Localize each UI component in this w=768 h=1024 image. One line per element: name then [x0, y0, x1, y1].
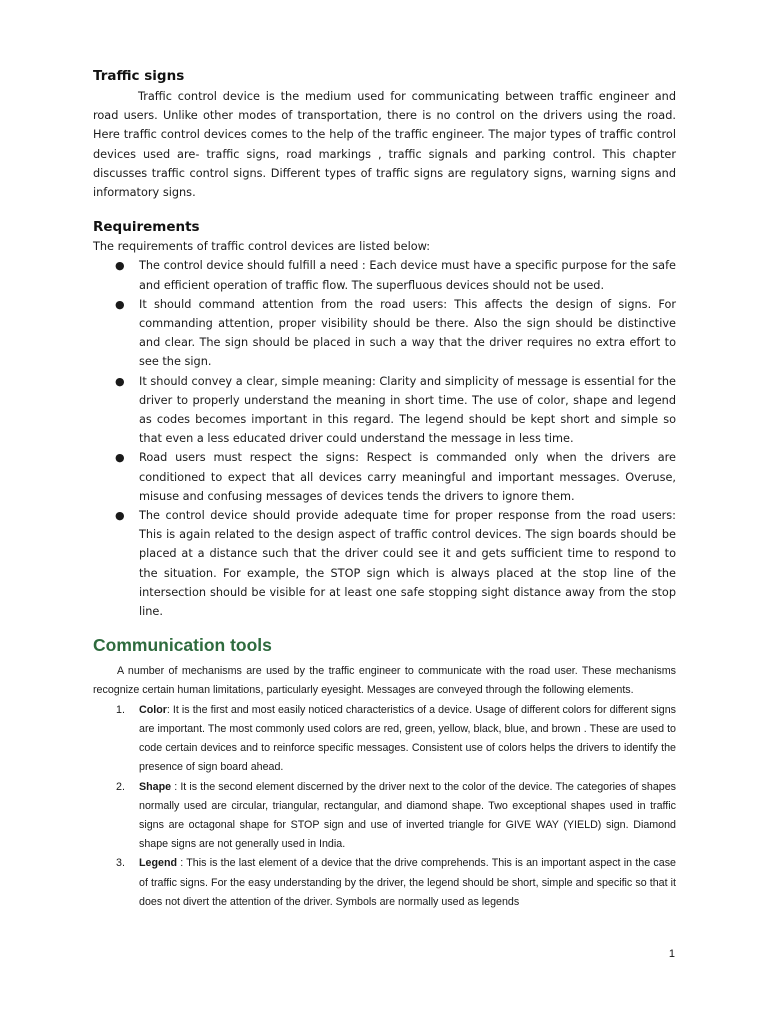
list-item-text: It should command attention from the road users: This affects the design of signs. For commanding attention, proper visibility should be there. Also the sign should be distinctive and clear. The sign should be placed in such a way that the driver requires no extra effort to see the sign. — [139, 297, 676, 369]
list-item — [93, 701, 676, 778]
list-item-text: The control device should fulfill a need : Each device must have a specific purpose for the safe and efficient operation of traffic flow. The superfluous devices should not be used. — [139, 259, 676, 292]
communication-elements-list — [93, 701, 676, 912]
list-item — [93, 295, 676, 372]
requirements-list — [93, 256, 676, 621]
list-item — [93, 448, 676, 506]
heading-communication-tools: Communication tools — [93, 635, 272, 656]
list-item — [93, 256, 676, 294]
item-term: Legend — [139, 857, 178, 870]
list-item-text: The control device should provide adequate time for proper response from the road users: This is again related to the design aspect of traffic control devices. The sign boards should be placed at a distance such that the driver could see it and gets sufficient time to respond to the situation. For example, the STOP sign which is always placed at the stop line of the intersection should be visible for at least one safe stopping sight distance away from the stop line. — [139, 509, 676, 619]
traffic-signs-paragraph: Traffic control device is the medium used for communicating between traffic engineer and road users. Unlike other modes of transportation, there is no control on the drivers using the road. Here traffic control devices comes to the help of the traffic engineer. The major types of traffic control devices used are- traffic signs, road markings , traffic signals and parking control. This chapter discusses traffic control signs. Different types of traffic signs are regulatory signs, warning signs and informatory signs. — [93, 90, 676, 200]
bullet-icon: ● — [115, 451, 125, 465]
list-item — [93, 778, 676, 855]
item-text: : It is the second element discerned by the driver next to the color of the device. The categories of shapes normally used are circular, triangular, rectangular, and diamond shape. Two exceptional shapes used in traffic signs are octagonal shape for STOP sign and use of inverted triangle for GIVE WAY (YIELD) sign. Diamond shape signs are not generally used in India. — [139, 780, 676, 851]
heading-requirements: Requirements — [93, 219, 200, 236]
page-content — [93, 68, 676, 912]
bullet-icon: ● — [115, 259, 125, 273]
list-item — [93, 854, 676, 912]
list-item — [93, 506, 676, 621]
item-number: 1. — [116, 703, 125, 716]
list-item-text: Road users must respect the signs: Respect is commanded only when the drivers are conditioned to expect that all devices carry meaningful and important messages. Overuse, misuse and confusing messages of devices tends the drivers to ignore them. — [139, 451, 676, 503]
page-number: 1 — [668, 948, 675, 960]
bullet-icon: ● — [115, 509, 125, 523]
item-text: : It is the first and most easily noticed characteristics of a device. Usage of different colors for different signs are important. The most commonly used colors are red, green, yellow, black, blue, and brown . These are used to code certain devices and to reinforce specific messages. Consistent use of colors helps the drivers to identify the presence of sign board ahead. — [139, 703, 676, 774]
item-term: Color — [139, 703, 167, 716]
communication-intro: A number of mechanisms are used by the traffic engineer to communicate with the road user. These mechanisms recognize certain human limitations, particularly eyesight. Messages are conveyed through the following elements. — [93, 665, 676, 697]
item-text: : This is the last element of a device that the drive comprehends. This is an important aspect in the case of traffic signs. For the easy understanding by the driver, the legend should be short, simple and specific so that it does not divert the attention of the driver. Symbols are normally used as legends — [139, 857, 676, 908]
bullet-icon: ● — [115, 297, 125, 311]
bullet-icon: ● — [115, 374, 125, 388]
requirements-intro: The requirements of traffic control devices are listed below: — [93, 240, 431, 254]
item-number: 3. — [116, 857, 125, 870]
item-number: 2. — [116, 780, 125, 793]
list-item-text: It should convey a clear, simple meaning: Clarity and simplicity of message is essential for the driver to properly understand the meaning in short time. The use of color, shape and legend as codes becomes important in this regard. The legend should be kept short and simple so that even a less educated driver could understand the message in less time. — [139, 374, 676, 446]
heading-traffic-signs: Traffic signs — [93, 68, 185, 84]
list-item — [93, 372, 676, 449]
item-term: Shape — [139, 780, 172, 793]
